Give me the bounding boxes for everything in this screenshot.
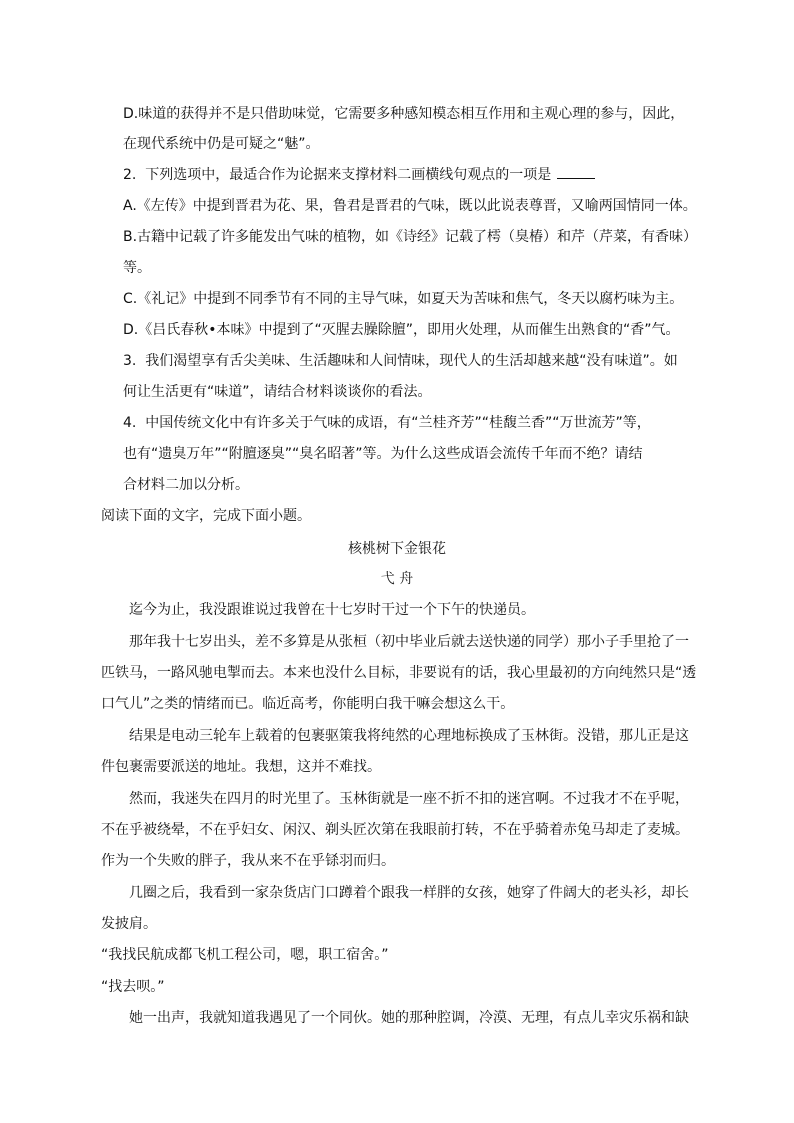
story-title: 核桃树下金银花 <box>348 541 446 557</box>
story-author: 弋 舟 <box>380 571 414 587</box>
story-paragraph-line: 结果是电动三轮车上载着的包裹驱策我将纯然的心理地标换成了玉林街。没错，那儿正是这 <box>129 728 689 744</box>
story-dialogue-line: “找去呗。” <box>101 979 165 995</box>
story-paragraph-line: 件包裹需要派送的地址。我想，这并不难找。 <box>101 759 381 775</box>
question-2-option-b-line-2: 等。 <box>123 260 151 276</box>
story-paragraph-line: 她一出声，我就知道我遇见了一个同伙。她的那种腔调，冷漠、无理，有点儿幸灾乐祸和缺 <box>129 1010 689 1026</box>
story-dialogue-line: “我找民航成都飞机工程公司，嗯，职工宿舍。” <box>101 947 389 963</box>
story-paragraph-line: 匹铁马，一路风驰电掣而去。本来也没什么目标，非要说有的话，我心里最初的方向纯然只是“透 <box>101 665 697 681</box>
story-paragraph-line: 发披肩。 <box>101 916 157 932</box>
question-3-line-1: 3. 我们渴望享有舌尖美味、生活趣味和人间情味，现代人的生活却越来越“没有味道”。如 <box>123 353 678 369</box>
question-4-line-1: 4. 中国传统文化中有许多关于气味的成语，有“兰桂齐芳”“桂馥兰香”“万世流芳”等， <box>123 415 651 431</box>
question-3-line-2: 何让生活更有“味道”，请结合材料谈谈你的看法。 <box>123 384 432 400</box>
question-2-option-a: A.《左传》中提到晋君为花、果，鲁君是晋君的气味，既以此说表尊晋，又喻两国情同一体。 <box>123 198 697 214</box>
question-2-stem-text: 2. 下列选项中，最适合作为论据来支撑材料二画横线句观点的一项是 <box>123 167 552 183</box>
story-paragraph-line: 那年我十七岁出头，差不多算是从张桓（初中毕业后就去送快递的同学）那小子手里抢了一 <box>129 634 689 650</box>
story-paragraph-line: 不在乎被绕晕，不在乎妇女、闲汉、剃头匠次第在我眼前打转，不在乎骑着赤兔马却走了麦城。 <box>101 822 689 838</box>
question-4-line-2: 也有“遗臭万年”“附膻逐臭”“臭名昭著”等。为什么这些成语会流传千年而不绝？请结 <box>123 446 643 462</box>
question-2-option-d: D.《吕氏春秋•本味》中提到了“灭腥去臊除膻”，即用火处理，从而催生出熟食的“香”气。 <box>123 322 680 338</box>
question-2-option-c: C.《礼记》中提到不同季节有不同的主导气味，如夏天为苦味和焦气，冬天以腐朽味为主。 <box>123 291 684 307</box>
question-4-line-3: 合材料二加以分析。 <box>123 477 249 493</box>
story-paragraph-line: 迄今为止，我没跟谁说过我曾在十七岁时干过一个下午的快递员。 <box>129 602 535 618</box>
story-paragraph-line: 口气儿”之类的情绪而已。临近高考，你能明白我干嘛会想这么干。 <box>101 696 515 712</box>
question-2-option-b-line-1: B.古籍中记载了许多能发出气味的植物，如《诗经》记载了樗（臭椿）和芹（芹菜，有香味） <box>123 229 698 245</box>
story-paragraph-line: 几圈之后，我看到一家杂货店门口蹲着个跟我一样胖的女孩，她穿了件阔大的老头衫，却长 <box>129 885 689 901</box>
story-paragraph-line: 然而，我迷失在四月的时光里了。玉林街就是一座不折不扣的迷宫啊。不过我才不在乎呢， <box>129 791 689 807</box>
option-d-line-2: 在现代系统中仍是可疑之“魅”。 <box>123 136 320 152</box>
question-2-stem <box>123 164 595 185</box>
reading-instruction: 阅读下面的文字，完成下面小题。 <box>101 508 311 524</box>
answer-blank <box>557 164 595 179</box>
story-paragraph-line: 作为一个失败的胖子，我从来不在乎铩羽而归。 <box>101 853 395 869</box>
option-d-line-1: D.味道的获得并不是只借助味觉，它需要多种感知模态相互作用和主观心理的参与，因此， <box>123 106 685 122</box>
